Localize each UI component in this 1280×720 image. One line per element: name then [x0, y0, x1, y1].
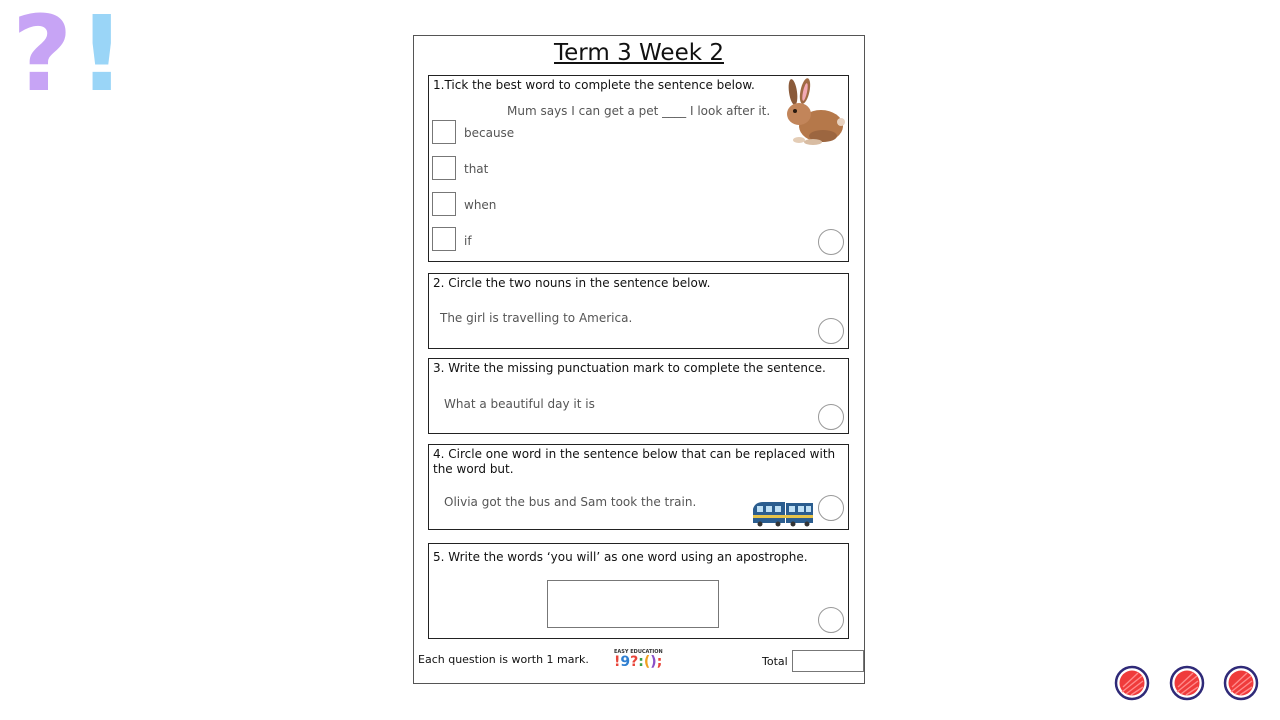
question-1-mark-circle: [818, 229, 844, 255]
option-because-checkbox[interactable]: [432, 120, 456, 144]
question-3-prompt: 3. Write the missing punctuation mark to complete the sentence.: [433, 361, 826, 375]
question-2-box: [428, 273, 849, 349]
question-4-sentence: Olivia got the bus and Sam took the train.: [444, 495, 697, 509]
option-if-checkbox[interactable]: [432, 227, 456, 251]
question-4-prompt: 4. Circle one word in the sentence below that can be replaced with the word but.: [433, 447, 836, 476]
question-5-mark-circle: [818, 607, 844, 633]
nav-dot-3[interactable]: [1223, 665, 1259, 701]
exclamation-mark-decoration: !: [78, 0, 126, 115]
marks-note: Each question is worth 1 mark.: [418, 653, 589, 666]
option-because-label: because: [464, 126, 515, 140]
question-2-sentence: The girl is travelling to America.: [440, 311, 633, 325]
question-4-mark-circle: [818, 495, 844, 521]
train-icon: [751, 499, 815, 527]
question-mark-decoration: ?: [12, 0, 73, 115]
option-if-label: if: [464, 234, 472, 248]
rabbit-icon: [779, 78, 847, 148]
question-3-mark-circle: [818, 404, 844, 430]
logo-glyphs: !9?:();: [614, 654, 663, 670]
question-4-box: [428, 444, 849, 530]
question-5-box: [428, 543, 849, 639]
question-2-mark-circle: [818, 318, 844, 344]
easy-education-logo: [614, 649, 670, 673]
worksheet-title: Term 3 Week 2: [554, 40, 724, 66]
question-5-prompt: 5. Write the words ‘you will’ as one word using an apostrophe.: [433, 550, 808, 564]
question-1-box: [428, 75, 849, 262]
total-box: [792, 650, 864, 672]
question-1-sentence: Mum says I can get a pet ____ I look after it.: [507, 104, 771, 118]
question-3-box: [428, 358, 849, 434]
logo-text: EASY EDUCATION: [614, 649, 663, 655]
question-3-sentence: What a beautiful day it is: [444, 397, 595, 411]
question-5-answer-box[interactable]: [547, 580, 719, 628]
question-2-prompt: 2. Circle the two nouns in the sentence below.: [433, 276, 711, 290]
option-that-label: that: [464, 162, 489, 176]
nav-dot-2[interactable]: [1169, 665, 1205, 701]
total-label: Total: [762, 655, 788, 668]
option-when-checkbox[interactable]: [432, 192, 456, 216]
option-when-label: when: [464, 198, 497, 212]
option-that-checkbox[interactable]: [432, 156, 456, 180]
question-1-prompt: 1.Tick the best word to complete the sentence below.: [433, 78, 755, 92]
worksheet: [413, 35, 865, 684]
nav-dot-1[interactable]: [1114, 665, 1150, 701]
